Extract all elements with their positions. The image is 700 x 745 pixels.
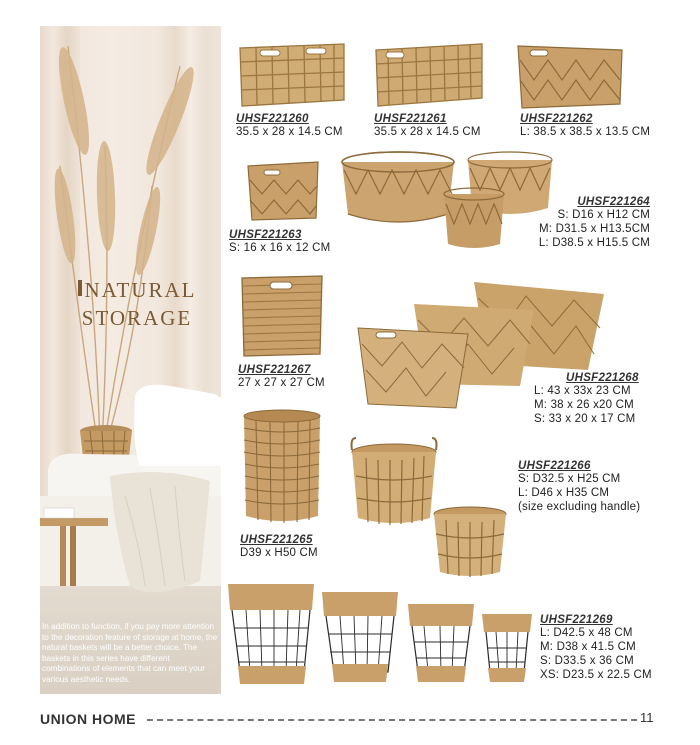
basket-image-uhsf221261 — [372, 40, 487, 110]
hero-title — [62, 276, 212, 332]
product-code: UHSF221266 — [518, 460, 591, 472]
product-uhsf221267 — [238, 364, 325, 390]
product-dim: L: D38.5 x H15.5 CM — [538, 237, 650, 249]
footer-divider — [147, 719, 637, 721]
product-dim: S: D32.5 x H25 CM — [518, 473, 621, 485]
product-dim: S: D33.5 x 36 CM — [540, 655, 634, 667]
basket-image-uhsf221263 — [244, 156, 322, 224]
product-uhsf221269 — [540, 614, 652, 682]
product-dim: L: 38.5 x 38.5 x 13.5 CM — [520, 126, 651, 138]
product-dim: S: 16 x 16 x 12 CM — [229, 242, 331, 254]
product-dim: 27 x 27 x 27 CM — [238, 377, 325, 389]
product-code: UHSF221268 — [566, 372, 639, 384]
product-dim: 35.5 x 28 x 14.5 CM — [236, 126, 343, 138]
basket-image-uhsf221267 — [238, 272, 326, 358]
product-code: UHSF221267 — [238, 364, 311, 376]
product-code: UHSF221264 — [577, 196, 650, 208]
product-dim: L: D46 x H35 CM — [518, 487, 610, 499]
product-dim: (size excluding handle) — [518, 501, 641, 513]
hero-title-line2: STORAGE — [81, 306, 193, 330]
hero-title-line1: NATURAL — [84, 278, 197, 302]
product-dim: M: D38 x 41.5 CM — [540, 641, 636, 653]
page-number: 11 — [640, 710, 654, 725]
product-dim: L: D42.5 x 48 CM — [540, 627, 633, 639]
product-code: UHSF221265 — [240, 534, 313, 546]
product-dim: XS: D23.5 x 22.5 CM — [540, 669, 652, 681]
product-dim: S: D16 x H12 CM — [557, 209, 650, 221]
product-code: UHSF221260 — [236, 113, 309, 125]
footer-brand: UNION HOME — [40, 711, 136, 727]
product-dim: D39 x H50 CM — [240, 547, 318, 559]
basket-image-uhsf221269 — [226, 576, 536, 686]
hero-caption: In addition to function, if you pay more attention to the decoration feature of storage at home, the natural baskets will be a better choice. The baskets in this series have different combinations of elements that can meet your various aesthetic needs. — [42, 622, 218, 684]
basket-image-uhsf221262 — [514, 40, 626, 112]
product-code: UHSF221261 — [374, 113, 447, 125]
product-code: UHSF221262 — [520, 113, 593, 125]
product-dim: 35.5 x 28 x 14.5 CM — [374, 126, 481, 138]
hero-lifestyle-image — [40, 26, 221, 694]
title-accent-bar — [78, 280, 82, 296]
basket-image-uhsf221260 — [236, 40, 348, 110]
product-uhsf221265 — [240, 534, 318, 560]
product-uhsf221262 — [520, 113, 650, 139]
product-code: UHSF221269 — [540, 614, 613, 626]
product-uhsf221268 — [534, 372, 639, 426]
product-uhsf221266 — [518, 460, 640, 514]
basket-image-uhsf221266 — [348, 436, 514, 580]
product-uhsf221261 — [374, 113, 481, 139]
product-uhsf221264 — [520, 196, 650, 250]
product-dim: L: 43 x 33x 23 CM — [534, 385, 631, 397]
pampas-and-sofa-illustration — [40, 26, 221, 694]
product-dim: M: D31.5 x H13.5CM — [539, 223, 650, 235]
basket-image-uhsf221265 — [240, 408, 324, 526]
product-uhsf221260 — [236, 113, 343, 139]
product-dim: M: 38 x 26 x20 CM — [534, 399, 634, 411]
product-code: UHSF221263 — [229, 229, 302, 241]
product-uhsf221263 — [229, 229, 330, 255]
product-dim: S: 33 x 20 x 17 CM — [534, 413, 636, 425]
